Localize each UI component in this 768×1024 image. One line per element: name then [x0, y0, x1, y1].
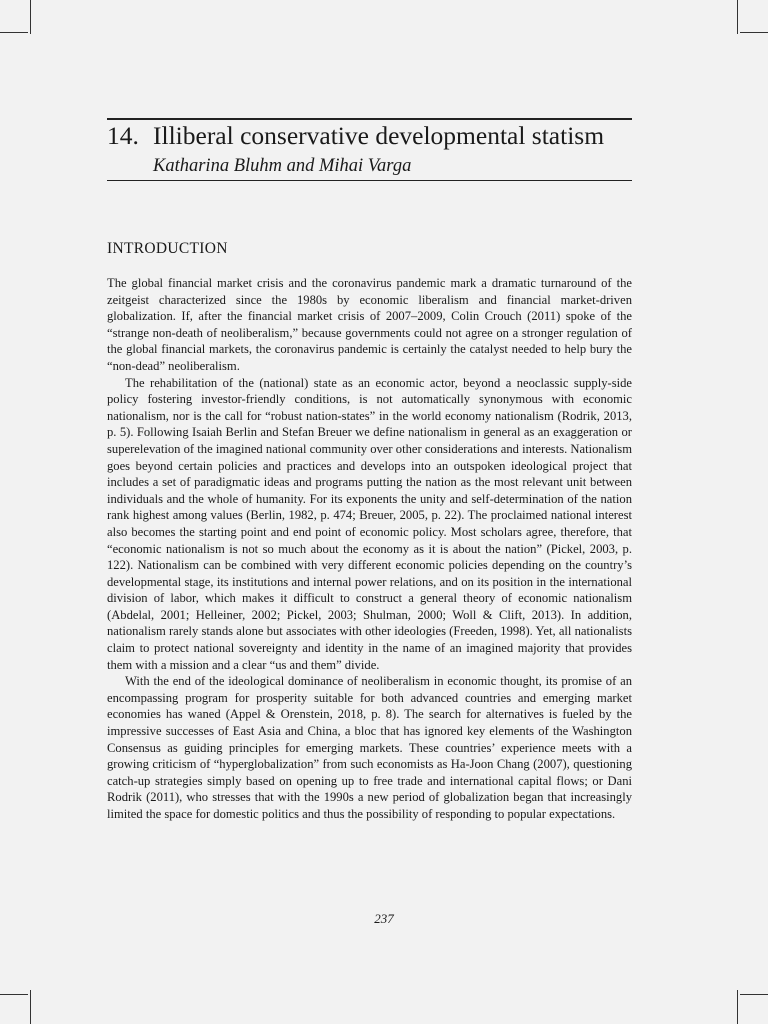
crop-mark-top-left-h [0, 32, 28, 33]
crop-mark-top-right [737, 0, 738, 34]
crop-mark-bottom-right-h [740, 994, 768, 995]
body-text [107, 275, 632, 823]
chapter-authors: Katharina Bluhm and Mihai Varga [153, 156, 412, 176]
section-heading: INTRODUCTION [107, 240, 228, 257]
chapter-title-text: Illiberal conservative developmental statism [153, 121, 605, 150]
crop-mark-bottom-right [737, 990, 738, 1024]
paragraph: The rehabilitation of the (national) state as an economic actor, beyond a neoclassic supply-side policy fostering investor-friendly conditions, is not automatically synonymous with economic nationalism, nor is the call for “robust nation-states” in the world economy nationalism (Rodrik, 2013, p. 5). Following Isaiah Berlin and Stefan Breuer we define nationalism in general as an exaggeration or superelevation of the imagined national community over other considerations and interests. Nationalism goes beyond certain policies and practices and develops into an outspoken ideological project that includes a set of paradigmatic ideas and programs putting the nation as the most relevant unit between individuals and the whole of humanity. For its exponents the unity and self-determination of the nation rank highest among values (Berlin, 1982, p. 474; Breuer, 2005, p. 22). The proclaimed national interest also becomes the starting point and end point of economic policy. Most scholars agree, therefore, that “economic nationalism is not so much about the economy as it is about the nation” (Pickel, 2003, p. 122). Nationalism can be combined with very different economic policies depending on the country’s developmental stage, its institutions and internal power relations, and on its position in the international division of labor, which makes it difficult to construct a general theory of economic nationalism (Abdelal, 2001; Helleiner, 2002; Pickel, 2003; Shulman, 2000; Woll & Clift, 2013). In addition, nationalism rarely stands alone but associates with other ideologies (Freeden, 1998). Yet, all nationalists claim to protect national sovereignty and identity in the name of an imagined majority that provides them with a mission and a clear “us and them” divide. [107, 375, 632, 672]
page-number: 237 [374, 911, 394, 926]
title-top-rule [107, 118, 632, 120]
title-bottom-rule [107, 180, 632, 181]
chapter-title [107, 121, 637, 151]
chapter-number: 14. [107, 121, 139, 150]
paragraph: The global financial market crisis and the coronavirus pandemic mark a dramatic turnaround of the zeitgeist characterized since the 1980s by economic liberalism and financial market-driven globalization. If, after the financial market crisis of 2007–2009, Colin Crouch (2011) spoke of the “strange non-death of neoliberalism,” because governments could not agree on a stronger regulation of the global financial markets, the coronavirus pandemic is certainly the catalyst needed to help bury the “non-dead” neoliberalism. [107, 276, 632, 373]
crop-mark-bottom-left [30, 990, 31, 1024]
crop-mark-top-right-h [740, 32, 768, 33]
crop-mark-bottom-left-h [0, 994, 28, 995]
paragraph: With the end of the ideological dominance of neoliberalism in economic thought, its promise of an encompassing program for prosperity suitable for both advanced countries and emerging market economies has waned (Appel & Orenstein, 2018, p. 8). The search for alternatives is fueled by the impressive successes of East Asia and China, a bloc that has ignored key elements of the Washington Consensus as guiding principles for emerging markets. These countries’ experience meets with a growing criticism of “hyperglobalization” from such economists as Ha-Joon Chang (2007), questioning catch-up strategies simply based on opening up to free trade and international capital flows; or Dani Rodrik (2011), who stresses that with the 1990s a new period of globalization began that increasingly limited the space for domestic politics and thus the possibility of responding to popular expectations. [107, 674, 632, 821]
crop-mark-top-left [30, 0, 31, 34]
